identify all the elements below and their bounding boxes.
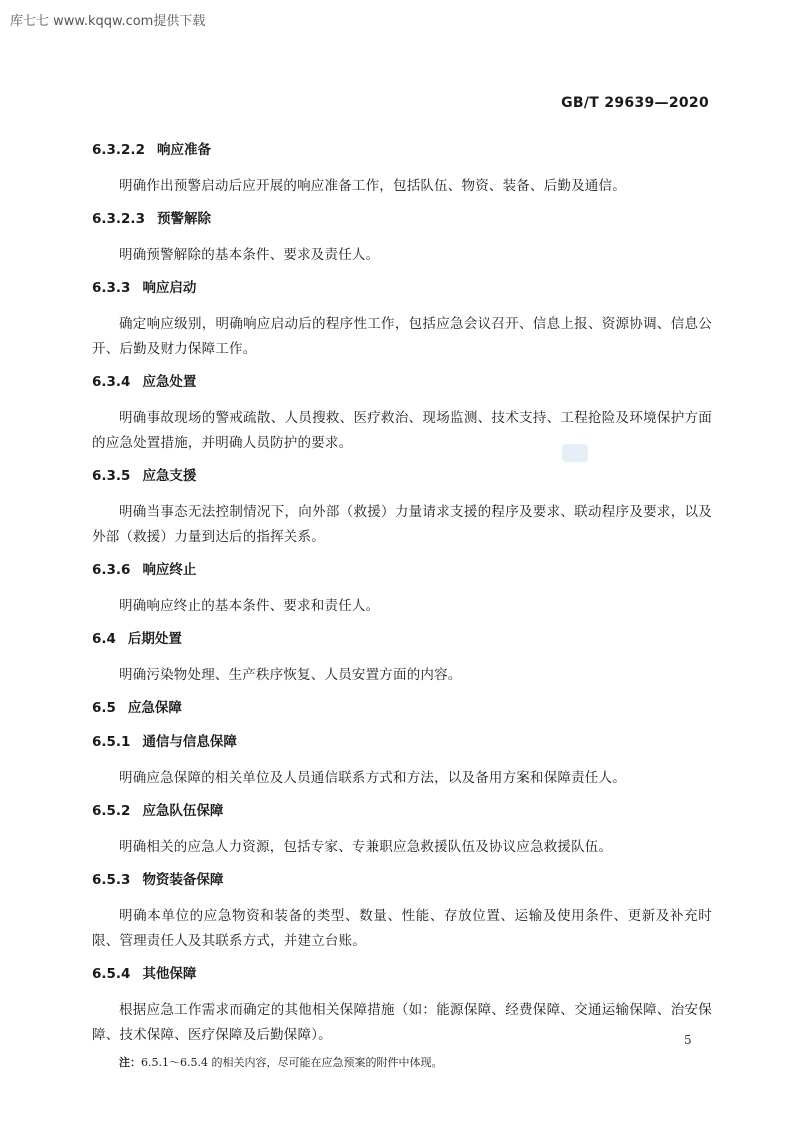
section-number: 6.3.5 [92, 468, 131, 484]
section-title: 应急支援 [142, 468, 197, 484]
section-heading [92, 140, 712, 160]
section-heading [92, 629, 712, 649]
section-number: 6.3.2.3 [92, 211, 145, 227]
section-heading [92, 466, 712, 486]
section-paragraph: 明确当事态无法控制情况下，向外部（救援）力量请求支援的程序及要求、联动程序及要求，以及外部（救援）力量到达后的指挥关系。 [92, 504, 712, 545]
section-paragraph: 明确污染物处理、生产秩序恢复、人员安置方面的内容。 [119, 667, 462, 683]
section-heading [92, 209, 712, 229]
section-title: 应急保障 [127, 700, 182, 716]
section-title: 应急处置 [142, 374, 197, 390]
section [92, 278, 712, 362]
section-paragraph: 明确本单位的应急物资和装备的类型、数量、性能、存放位置、运输及使用条件、更新及补充时限、管理责任人及其联系方式，并建立台账。 [92, 908, 712, 949]
section-heading [92, 964, 712, 984]
section-number: 6.4 [92, 631, 116, 647]
standard-code: GB/T 29639—2020 [561, 95, 709, 111]
section-paragraph: 确定响应级别，明确响应启动后的程序性工作，包括应急会议召开、信息上报、资源协调、信息公开、后勤及财力保障工作。 [92, 316, 712, 357]
section [92, 629, 712, 688]
section-title: 预警解除 [156, 211, 211, 227]
section-paragraph: 明确响应终止的基本条件、要求和责任人。 [119, 598, 380, 614]
section-number: 6.3.3 [92, 280, 131, 296]
section-heading [92, 732, 712, 752]
section [92, 964, 712, 1048]
section-number: 6.5.3 [92, 872, 131, 888]
section-heading [92, 870, 712, 890]
section-paragraph: 根据应急工作需求而确定的其他相关保障措施（如：能源保障、经费保障、交通运输保障、治安保障、技术保障、医疗保障及后勤保障）。 [92, 1002, 712, 1043]
section [92, 372, 712, 456]
section-paragraph: 明确事故现场的警戒疏散、人员搜救、医疗救治、现场监测、技术支持、工程抢险及环境保护方面的应急处置措施，并明确人员防护的要求。 [92, 410, 712, 451]
section-paragraph: 明确相关的应急人力资源，包括专家、专兼职应急救援队伍及协议应急救援队伍。 [119, 839, 613, 855]
section-number: 6.5.2 [92, 803, 131, 819]
section [92, 140, 712, 199]
section-number: 6.3.2.2 [92, 142, 145, 158]
section [92, 209, 712, 268]
section [92, 466, 712, 550]
page-number: 5 [684, 1033, 692, 1047]
section-heading [92, 278, 712, 298]
note [119, 1054, 712, 1072]
section-number: 6.5 [92, 700, 116, 716]
section-paragraph: 明确应急保障的相关单位及人员通信联系方式和方法，以及备用方案和保障责任人。 [119, 770, 626, 786]
section-heading [92, 801, 712, 821]
section-number: 6.5.1 [92, 734, 131, 750]
section-title: 响应终止 [142, 562, 197, 578]
download-source-watermark: 库七七 www.kqqw.com提供下载 [10, 14, 206, 29]
section-heading [92, 560, 712, 580]
section-title: 应急队伍保障 [142, 803, 224, 819]
section-number: 6.3.4 [92, 374, 131, 390]
section-number: 6.3.6 [92, 562, 131, 578]
section [92, 801, 712, 860]
section-heading [92, 698, 712, 718]
section [92, 698, 712, 718]
section-title: 其他保障 [142, 966, 197, 982]
section-title: 通信与信息保障 [142, 734, 237, 750]
section-title: 后期处置 [127, 631, 182, 647]
section [92, 560, 712, 619]
section-title: 响应准备 [156, 142, 211, 158]
note-text: 6.5.1～6.5.4 的相关内容，尽可能在应急预案的附件中体现。 [141, 1056, 443, 1069]
section-paragraph: 明确预警解除的基本条件、要求及责任人。 [119, 247, 380, 263]
section-title: 响应启动 [142, 280, 197, 296]
section-title: 物资装备保障 [142, 872, 224, 888]
section [92, 870, 712, 954]
section-paragraph: 明确作出预警启动后应开展的响应准备工作，包括队伍、物资、装备、后勤及通信。 [119, 178, 626, 194]
note-label: 注： [119, 1056, 141, 1069]
document-body [92, 140, 712, 1072]
section [92, 732, 712, 791]
section-heading [92, 372, 712, 392]
section-number: 6.5.4 [92, 966, 131, 982]
